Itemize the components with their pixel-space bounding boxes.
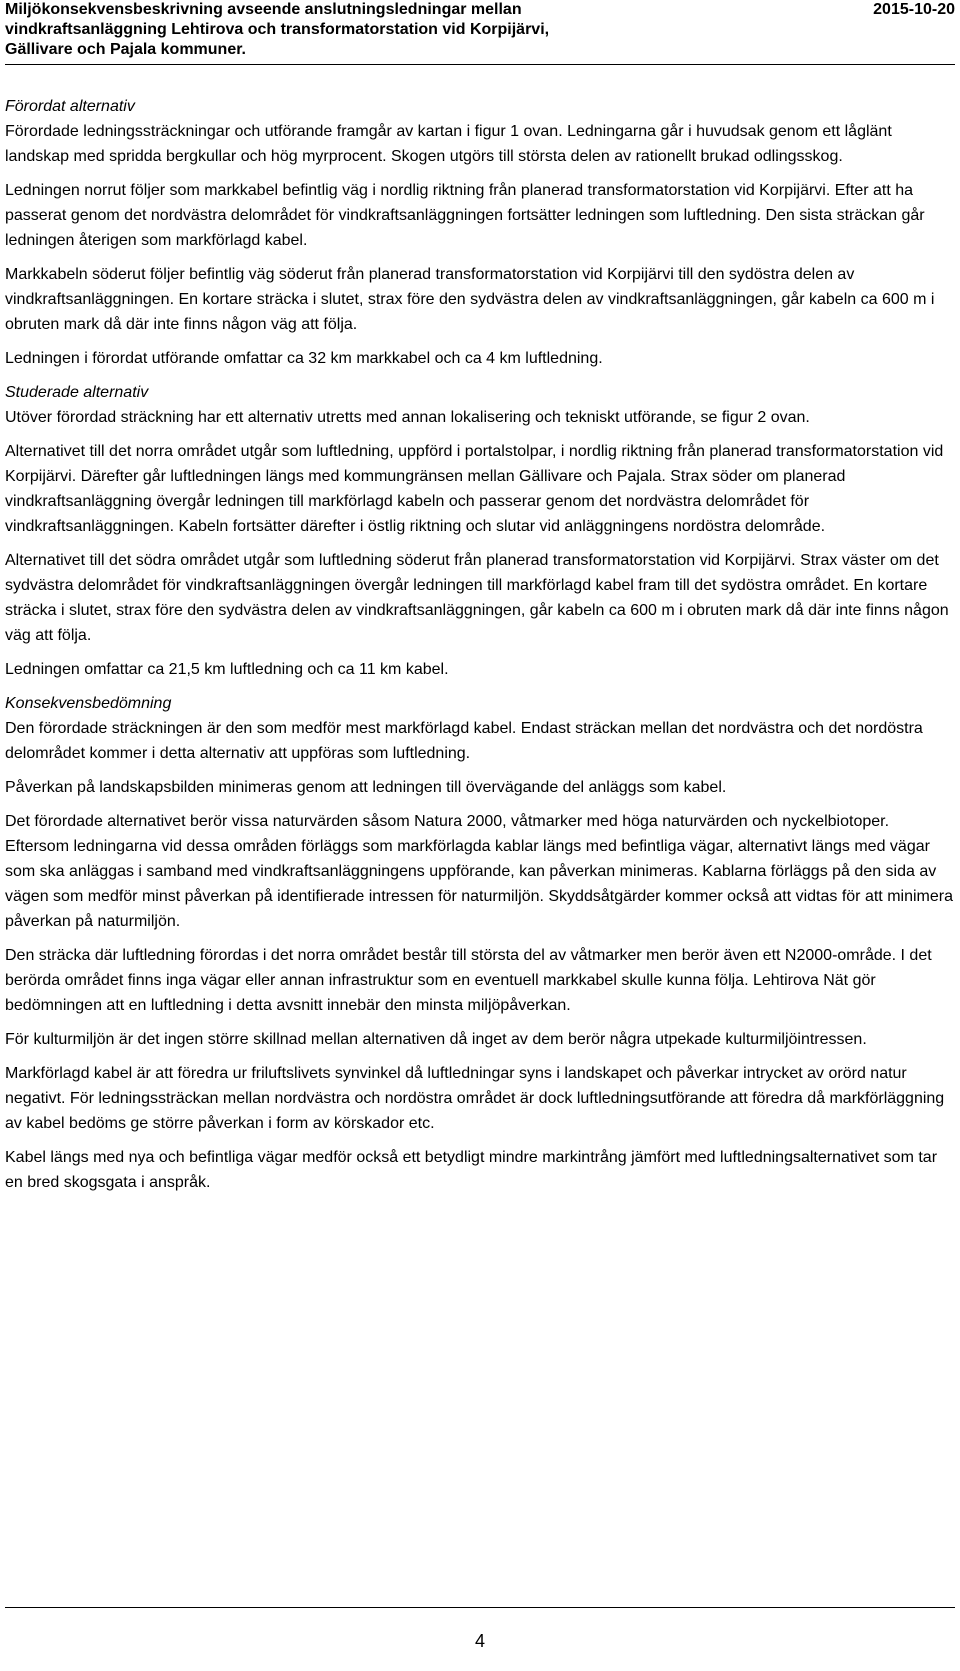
page-content [5, 94, 955, 1204]
page-number: 4 [474, 1631, 485, 1651]
header-divider [5, 64, 955, 65]
paragraph: Alternativet till det södra området utgår som luftledning söderut från planerad transformatorstation vid Korpijärvi. Strax väster om det sydvästra delområdet för vindkraftsanläggningen övergår ledningen till markförlagd kabel fram till det sydöstra området. En kortare sträcka i slutet, strax före den sydvästra delen av vindkraftsanläggningen, går kabeln ca 600 m i obruten mark då där inte finns någon väg att följa. [5, 552, 949, 644]
section-heading-assessment: Konsekvensbedömning [5, 695, 172, 712]
paragraph: Markförlagd kabel är att föredra ur friluftslivets synvinkel då luftledningar syns i landskapet och påverkar intrycket av orörd natur negativt. För ledningssträckan mellan nordvästra och nordöstra området är dock luftledningsutförande att föredra då markförläggning av kabel bedöms ge större påverkan i form av körskador etc. [5, 1065, 945, 1132]
paragraph: Utöver förordad sträckning har ett alternativ utretts med annan lokalisering och tekniskt utförande, se figur 2 ovan. [5, 409, 810, 426]
paragraph: Markkabeln söderut följer befintlig väg söderut från planerad transformatorstation vid Korpijärvi till den sydöstra delen av vindkraftsanläggningen. En kortare sträcka i slutet, strax före den sydvästra delen av vindkraftsanläggningen, går kabeln ca 600 m i obruten mark då där inte finns någon väg att följa. [5, 266, 935, 333]
footer-divider [5, 1607, 955, 1608]
paragraph: Den sträcka där luftledning förordas i det norra området består till största del av våtmarker men berör även ett N2000-område. I det berörda området finns inga vägar eller annan infrastruktur som en eventuell markkabel skulle kunna följa. Lehtirova Nät gör bedömningen att en luftledning i detta avsnitt innebär den minsta miljöpåverkan. [5, 947, 932, 1014]
page-header [5, 0, 955, 60]
paragraph: Ledningen norrut följer som markkabel befintlig väg i nordlig riktning från planerad transformatorstation vid Korpijärvi. Efter att ha passerat genom det nordvästra delområdet för vindkraftsanläggningen fortsätter ledningen som luftledning. Den sista sträckan går ledningen återigen som markförlagd kabel. [5, 182, 925, 249]
header-title: Miljökonsekvensbeskrivning avseende anslutningsledningar mellan vindkraftsanläggning Lehtirova och transformatorstation vid Korpijärvi, Gällivare och Pajala kommuner. [5, 1, 550, 58]
paragraph: Alternativet till det norra området utgår som luftledning, uppförd i portalstolpar, i nordlig riktning från planerad transformatorstation vid Korpijärvi. Därefter går luftledningen längs med kommungränsen mellan Gällivare och Pajala. Strax söder om planerad vindkraftsanläggning övergår ledningen till markförlagd kabeln och passerar genom det nordvästra delområdet för vindkraftsanläggningen. Kabeln fortsätter därefter i östlig riktning och slutar vid anläggningens nordöstra delområde. [5, 443, 944, 535]
paragraph: Ledningen i förordat utförande omfattar ca 32 km markkabel och ca 4 km luftledning. [5, 350, 603, 367]
paragraph: Kabel längs med nya och befintliga vägar medför också ett betydligt mindre markintrång jämfört med luftledningsalternativet som tar en bred skogsgata i anspråk. [5, 1149, 938, 1191]
paragraph: För kulturmiljön är det ingen större skillnad mellan alternativen då inget av dem berör några utpekade kulturmiljöintressen. [5, 1031, 867, 1048]
header-date: 2015-10-20 [873, 1, 955, 18]
paragraph: Förordade ledningssträckningar och utförande framgår av kartan i figur 1 ovan. Ledningarna går i huvudsak genom ett låglänt landskap med spridda bergkullar och hög myrprocent. Skogen utgörs till största delen av rationellt brukad odlingsskog. [5, 123, 892, 165]
paragraph: Den förordade sträckningen är den som medför mest markförlagd kabel. Endast sträckan mellan det nordvästra och det nordöstra delområdet kommer i detta alternativ att uppföras som luftledning. [5, 720, 923, 762]
section-heading-studied: Studerade alternativ [5, 384, 149, 401]
section-heading-preferred: Förordat alternativ [5, 98, 135, 115]
paragraph: Det förordade alternativet berör vissa naturvärden såsom Natura 2000, våtmarker med höga naturvärden och nyckelbiotoper. Eftersom ledningarna vid dessa områden förläggs som markförlagda kablar längs med befintliga vägar, alternativt längs med vägar som ska anläggas i samband med vindkraftsanläggningens uppförande, kan påverkan minimeras. Kablarna förläggs på den sida av vägen som medför minst påverkan på identifierade intressen för naturmiljön. Skyddsåtgärder kommer också att vidtas för att minimera påverkan på naturmiljön. [5, 813, 953, 930]
paragraph: Ledningen omfattar ca 21,5 km luftledning och ca 11 km kabel. [5, 661, 449, 678]
paragraph: Påverkan på landskapsbilden minimeras genom att ledningen till övervägande del anläggs som kabel. [5, 779, 727, 796]
